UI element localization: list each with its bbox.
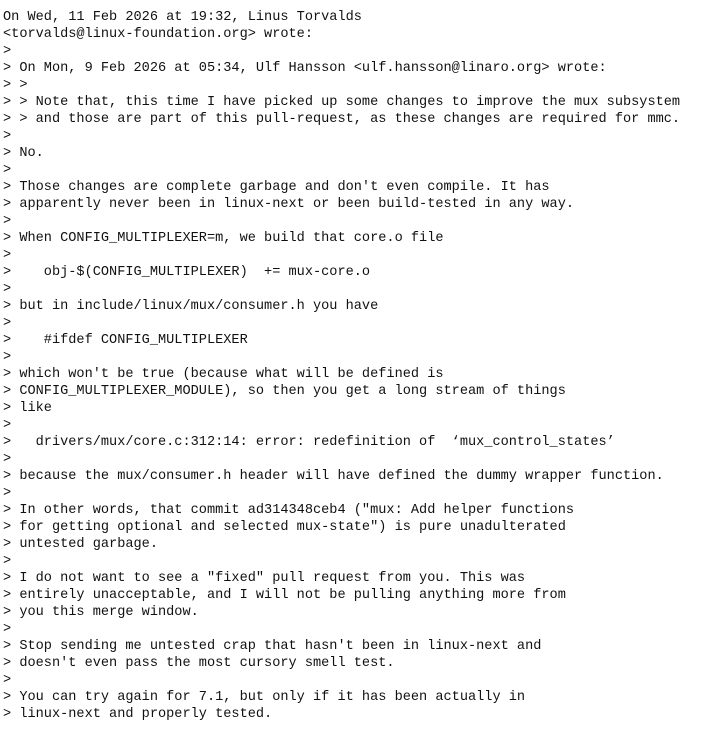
email-line-39: > doesn't even pass the most cursory smell test. [3, 656, 395, 671]
email-line-20: > #ifdef CONFIG_MULTIPLEXER [3, 333, 248, 348]
email-line-01: On Wed, 11 Feb 2026 at 19:32, Linus Torvalds [3, 10, 362, 25]
email-line-23: > CONFIG_MULTIPLEXER_MODULE), so then you get a long stream of things [3, 384, 566, 399]
email-line-10: > [3, 163, 12, 178]
email-line-34: > I do not want to see a "fixed" pull request from you. This was [3, 571, 526, 586]
email-line-11: > Those changes are complete garbage and don't even compile. It has [3, 180, 550, 195]
email-line-21: > [3, 350, 12, 365]
email-line-26: > drivers/mux/core.c:312:14: error: redefinition of ‘mux_control_states’ [3, 435, 615, 450]
email-line-12: > apparently never been in linux-next or been build-tested in any way. [3, 197, 575, 212]
email-line-17: > [3, 282, 12, 297]
email-line-19: > [3, 316, 12, 331]
email-line-40: > [3, 673, 12, 688]
email-line-42: > linux-next and properly tested. [3, 707, 273, 722]
email-line-14: > When CONFIG_MULTIPLEXER=m, we build that core.o file [3, 231, 444, 246]
email-line-37: > [3, 622, 12, 637]
email-line-07: > > and those are part of this pull-request, as these changes are required for mmc. [3, 112, 681, 127]
email-line-29: > [3, 486, 12, 501]
email-line-30: > In other words, that commit ad314348ceb4 ("mux: Add helper functions [3, 503, 575, 518]
email-line-16: > obj-$(CONFIG_MULTIPLEXER) += mux-core.o [3, 265, 371, 280]
email-line-27: > [3, 452, 12, 467]
email-line-35: > entirely unacceptable, and I will not be pulling anything more from [3, 588, 566, 603]
email-line-05: > > [3, 78, 28, 93]
email-line-41: > You can try again for 7.1, but only if it has been actually in [3, 690, 526, 705]
email-line-08: > [3, 129, 12, 144]
email-line-36: > you this merge window. [3, 605, 199, 620]
email-line-38: > Stop sending me untested crap that hasn't been in linux-next and [3, 639, 542, 654]
email-line-03: > [3, 44, 12, 59]
email-line-22: > which won't be true (because what will be defined is [3, 367, 444, 382]
email-line-04: > On Mon, 9 Feb 2026 at 05:34, Ulf Hansson <ulf.hansson@linaro.org> wrote: [3, 61, 607, 76]
email-line-31: > for getting optional and selected mux-state") is pure unadulterated [3, 520, 566, 535]
email-line-02: <torvalds@linux-foundation.org> wrote: [3, 27, 313, 42]
email-line-13: > [3, 214, 12, 229]
email-quoted-text [3, 9, 723, 723]
email-line-15: > [3, 248, 12, 263]
email-line-18: > but in include/linux/mux/consumer.h you have [3, 299, 379, 314]
email-line-28: > because the mux/consumer.h header will have defined the dummy wrapper function. [3, 469, 664, 484]
email-line-25: > [3, 418, 12, 433]
email-line-32: > untested garbage. [3, 537, 158, 552]
email-line-09: > No. [3, 146, 44, 161]
email-line-24: > like [3, 401, 52, 416]
email-line-06: > > Note that, this time I have picked up some changes to improve the mux subsystem [3, 95, 681, 110]
email-line-33: > [3, 554, 12, 569]
